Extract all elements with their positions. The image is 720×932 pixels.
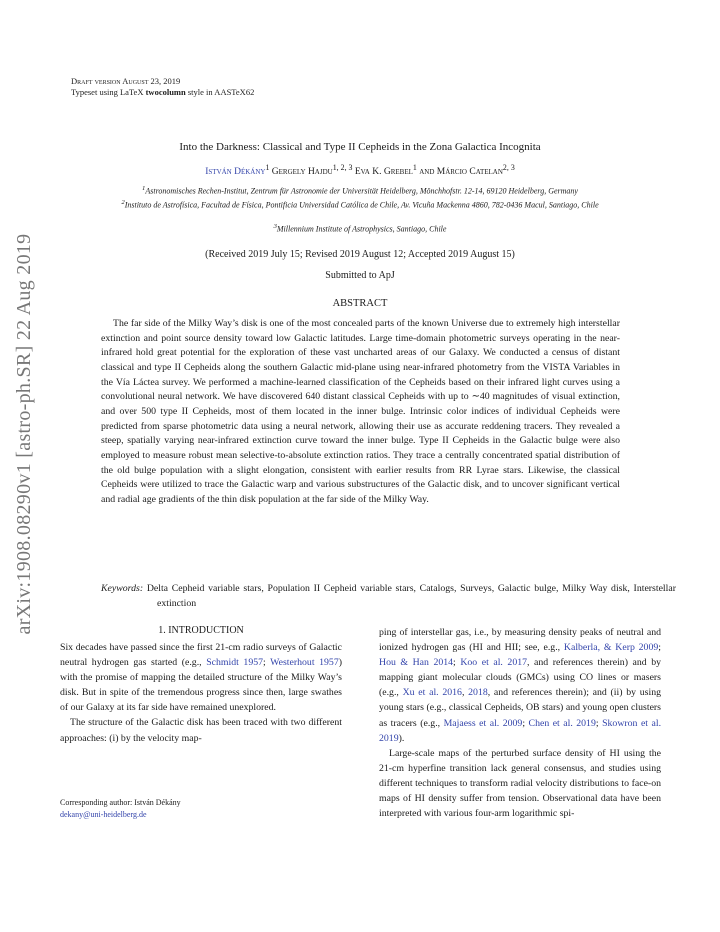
paragraph: Large-scale maps of the perturbed surface density of HI using the 21-cm hyperfine transition lack general consensus, and studies using different techniques to transform radial velocity distributions to face-on maps of HI density suffer from tension. Observational data have been interpreted with various four-arm logarithmic spi- <box>379 747 661 820</box>
abstract-text: The far side of the Milky Way’s disk is one of the most concealed parts of the known Universe due to extremely high interstellar extinction and point source density toward low Galactic latitudes. Large time-domain photometric surveys operating in the near-infrared hold great potential for the exploration of these vast uncharted areas of our Galaxy. We conducted a census of distant classical and type II Cepheids along the southern Galactic mid-plane using near-infrared photometry from the VISTA Variables in the Vía Láctea survey. We performed a machine-learned classification of the Cepheids based on their infrared light curves using a convolutional neural network. We have discovered 640 distant classical Cepheids with up to ∼40 magnitudes of visual extinction, and over 500 type II Cepheids, most of them located in the inner bulge. Intrinsic color indices of individual Cepheids were predicted from sparse photometric data using a neural network, allowing their use as accurate reddening tracers. They revealed a steep, spatially varying near-infrared extinction curve toward the inner bulge. Type II Cepheids in the Galactic bulge were also employed to measure robust mean selective-to-absolute extinction ratios. They trace a centrally concentrated spatial distribution of the old bulge population with a slight elongation, consistent with earlier results from RR Lyrae stars. Likewise, the classical Cepheids were utilized to trace the Galactic warp and various substructures of the Galactic disk, and to uncover significant vertical and radial age gradients of the thin disk population at the far side of the Milky Way. <box>101 318 620 505</box>
citation-link[interactable]: Hou & Han 2014 <box>379 657 454 669</box>
abstract-heading: ABSTRACT <box>332 298 388 309</box>
keywords: Keywords: Delta Cepheid variable stars, Population II Cepheid variable stars, Catalogs, Surveys, Galactic bulge, Milky Way disk, Interstellar extinction <box>101 583 676 609</box>
arxiv-stamp: arXiv:1908.08290v1 [astro-ph.SR] 22 Aug 2019 <box>13 233 35 635</box>
author-link[interactable]: István Dékány <box>205 167 266 178</box>
affiliation-1: $^1$Astronomisches Rechen-Institut, Zentrum für Astronomie der Universität Heidelberg, Mönchhofstr. 12-14, 69120 Heidelberg, Germany <box>142 185 578 196</box>
paragraph: The structure of the Galactic disk has been traced with two different approaches: (i) by the velocity map- <box>60 717 342 744</box>
affiliation-3: $^3$Millennium Institute of Astrophysics, Santiago, Chile <box>273 223 447 234</box>
corresponding-label: Corresponding author: István Dékány <box>60 798 181 807</box>
section-heading: 1. INTRODUCTION <box>158 625 244 636</box>
affiliation-2: $^2$Instituto de Astrofísica, Facultad de Física, Pontificia Universidad Católica de Chile, Av. Vicuña Mackenna 4860, 782-0436 Macul, Santiago, Chile <box>121 199 599 210</box>
received-dates: (Received 2019 July 15; Revised 2019 August 12; Accepted 2019 August 15) <box>205 249 515 260</box>
typeset-line: Typeset using LaTeX twocolumn style in AASTeX62 <box>71 87 255 97</box>
left-column <box>60 625 342 746</box>
citation-link[interactable]: Majaess et al. 2009 <box>443 717 523 729</box>
email-link[interactable]: dekany@uni-heidelberg.de <box>60 810 147 819</box>
paragraph: ping of interstellar gas, i.e., by measuring density peaks of neutral and ionized hydrogen gas (HI and HII; see, e.g., Kalberla, & Kerp 2009; Hou & Han 2014; Koo et al. 2017, and references therein) and by mapping giant molecular clouds (GMCs) using CO lines or masers (e.g., Xu et al. 2016, 2018, and references therein); and (ii) by using young stars (e.g., classical Cepheids, OB stars) and young open clusters as tracers (e.g., Majaess et al. 2009; Chen et al. 2019; Skowron et al. 2019). <box>379 627 662 744</box>
paper-title: Into the Darkness: Classical and Type II Cepheids in the Zona Galactica Incognita <box>179 141 541 153</box>
right-column <box>379 625 661 821</box>
author: Gergely Hajdu <box>271 167 333 178</box>
citation-link[interactable]: Westerhout 1957 <box>270 657 339 669</box>
citation-link[interactable]: Xu et al. 2016 <box>402 687 462 699</box>
author: Eva K. Grebel <box>354 167 413 178</box>
submitted-to: Submitted to ApJ <box>325 270 395 281</box>
citation-link[interactable]: Skowron et al. 2019 <box>379 717 662 744</box>
draft-version: Draft version August 23, 2019 <box>71 76 181 86</box>
citation-link[interactable]: Chen et al. 2019 <box>528 717 596 729</box>
paragraph: Six decades have passed since the first 21-cm radio surveys of Galactic neutral hydrogen gas started (e.g., Schmidt 1957; Westerhout 1957) with the promise of mapping the detailed structure of the Milky Way’s disk. But in spite of the tremendous progress since then, large swathes of our Galaxy at its far side have remained unexplored. <box>60 642 342 714</box>
author: Márcio Catelan <box>436 167 503 178</box>
citation-link[interactable]: Kalberla, & Kerp 2009 <box>563 642 659 654</box>
author-list: István Dékány$^1$ Gergely Hajdu$^{1, 2, 3}$ Eva K. Grebel$^1$ and Márcio Catelan$^{2, 3}$ <box>205 163 515 178</box>
corresponding-author <box>60 797 342 821</box>
citation-link[interactable]: 2018 <box>468 687 488 699</box>
citation-link[interactable]: Schmidt 1957 <box>206 657 264 669</box>
citation-link[interactable]: Koo et al. 2017 <box>460 657 528 669</box>
